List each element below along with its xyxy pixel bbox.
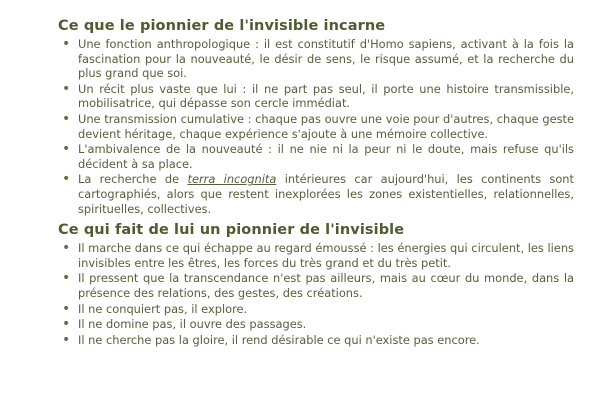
list-item-text: Une fonction anthropologique : il est constitutif d'Homo sapiens, activant à la fois la fascination pour la nouveauté, le désir de sens, le risque assumé, et la recherche du plus grand que soi. [78,37,574,81]
section-heading-2: Ce qui fait de lui un pionnier de l'invisible [58,222,405,239]
list-item [58,241,578,270]
list-item [58,271,578,300]
list-item-text: Un récit plus vaste que lui : il ne part pas seul, il porte une histoire transmissible, mobilisatrice, qui dépasse son cercle immédiat. [78,81,574,111]
list-item-text: Il pressent que la transcendance n'est pas ailleurs, mais au cœur du monde, dans la présence des relations, des gestes, des créations. [78,271,574,300]
list-item-text: L'ambivalence de la nouveauté : il ne nie ni la peur ni le doute, mais refuse qu'ils décident à sa place. [78,142,574,171]
list-item-text: Il ne cherche pas la gloire, il rend désirable ce qui n'existe pas encore. [78,332,480,347]
list-item [58,302,578,317]
list-item [58,112,578,141]
list-item [58,333,578,348]
list-item-text-continued: intérieures car aujourd'hui, les continents sont cartographiés, alors que restent inexplorées les zones existentielles, relationnelles, spirituelles, collectives. [78,172,574,216]
section-1-list [58,37,578,216]
list-item [58,82,578,111]
list-item [58,317,578,332]
list-item-text: Une transmission cumulative : chaque pas ouvre une voie pour d'autres, chaque geste devient héritage, chaque expérience s'ajoute à une mémoire collective. [78,111,574,141]
section-2-list [58,241,578,347]
list-item-text: Il ne conquiert pas, il explore. [78,301,248,316]
emphasis-term: terra incognita [187,172,277,187]
list-item [58,37,578,81]
list-item [58,172,578,216]
list-item-text: Il ne domine pas, il ouvre des passages. [78,317,307,332]
list-item-text: Il marche dans ce qui échappe au regard émoussé : les énergies qui circulent, les liens invisibles entre les êtres, les forces du très grand et du très petit. [78,241,574,270]
section-heading-1: Ce que le pionnier de l'invisible incarne [58,18,386,34]
list-item [58,142,578,171]
list-item-text: La recherche de [78,172,188,187]
